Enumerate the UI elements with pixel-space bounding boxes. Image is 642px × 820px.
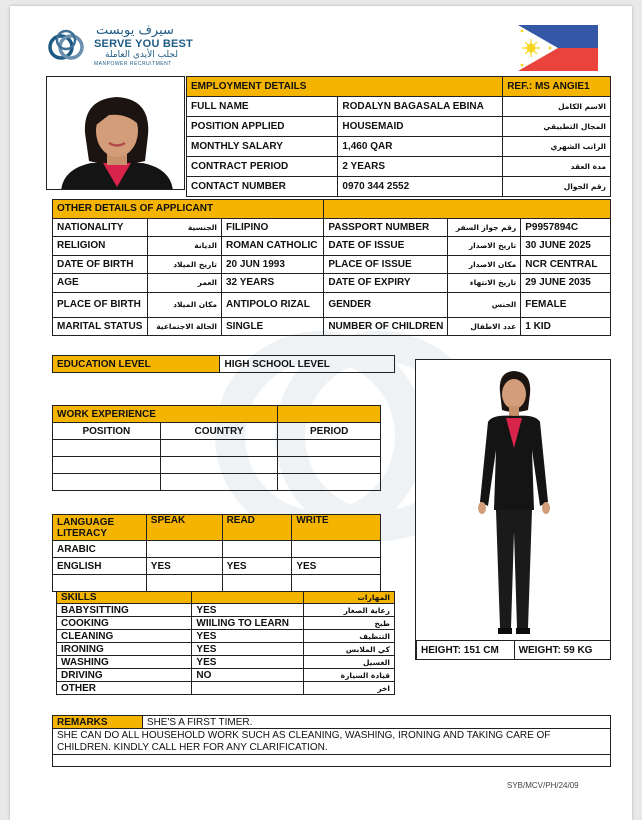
work-cell: [160, 440, 278, 457]
place-of-birth-arabic: مكان الميلاد: [148, 292, 222, 317]
employment-details-table: [186, 76, 611, 197]
table-row: [57, 682, 395, 695]
skill-cooking-arabic: طبخ: [304, 617, 395, 630]
cv-page: [10, 6, 632, 820]
english-read: YES: [222, 558, 292, 575]
work-cell: [278, 457, 381, 474]
contact-number-arabic: رقم الجوال: [503, 177, 611, 197]
contact-number-value: 0970 344 2552: [338, 177, 503, 197]
number-of-children-arabic: عدد الاطفال: [448, 317, 521, 336]
religion-label: RELIGION: [53, 237, 148, 256]
skill-washing-arabic: الغسيل: [304, 656, 395, 669]
skill-ironing-arabic: كي الملابس: [304, 643, 395, 656]
arabic-read: [222, 541, 292, 558]
height-value: HEIGHT: 151 CM: [417, 641, 515, 661]
contract-period-value: 2 YEARS: [338, 157, 503, 177]
document-code: SYB/MCV/PH/24/09: [507, 781, 579, 790]
applicant-headshot: [46, 76, 185, 190]
place-of-issue-value: NCR CENTRAL: [521, 255, 611, 274]
passport-number-value: P9957894C: [521, 218, 611, 237]
work-cell: [53, 457, 161, 474]
education-level-label: EDUCATION LEVEL: [53, 356, 220, 373]
table-row: [53, 457, 381, 474]
work-cell: [53, 440, 161, 457]
work-experience-header: WORK EXPERIENCE: [53, 406, 278, 423]
monthly-salary-label: MONTHLY SALARY: [187, 137, 338, 157]
skill-other: OTHER: [57, 682, 192, 695]
skill-washing-value: YES: [192, 656, 304, 669]
contract-period-arabic: مدة العقد: [503, 157, 611, 177]
religion-arabic: الديانة: [148, 237, 222, 256]
skill-cleaning-value: YES: [192, 630, 304, 643]
english-write: YES: [292, 558, 381, 575]
date-of-expiry-label: DATE OF EXPIRY: [324, 274, 448, 293]
table-row: [53, 440, 381, 457]
table-row: [53, 541, 381, 558]
contact-number-label: CONTACT NUMBER: [187, 177, 338, 197]
measurements-table: [416, 640, 611, 660]
education-table: [52, 355, 395, 373]
logo-arabic-name: سيرف يوبست: [96, 23, 174, 38]
language-column-read: READ: [222, 515, 292, 541]
skill-washing: WASHING: [57, 656, 192, 669]
language-column-speak: SPEAK: [146, 515, 222, 541]
english-speak: YES: [146, 558, 222, 575]
monthly-salary-value: 1,460 QAR: [338, 137, 503, 157]
age-arabic: العمر: [148, 274, 222, 293]
skill-babysitting-arabic: رعاية الصغار: [304, 604, 395, 617]
language-blank-cell: [146, 575, 222, 592]
number-of-children-value: 1 KID: [521, 317, 611, 336]
skill-cleaning-arabic: التنظيف: [304, 630, 395, 643]
company-logo-icon: [46, 28, 86, 66]
skill-ironing: IRONING: [57, 643, 192, 656]
gender-label: GENDER: [324, 292, 448, 317]
number-of-children-label: NUMBER OF CHILDREN: [324, 317, 448, 336]
position-applied-arabic: المجال التطبيقي: [503, 117, 611, 137]
skill-ironing-value: YES: [192, 643, 304, 656]
logo-english-name: SERVE YOU BEST: [94, 38, 193, 50]
work-experience-header-fill: [278, 406, 381, 423]
skills-table: [56, 591, 395, 695]
skill-babysitting: BABYSITTING: [57, 604, 192, 617]
other-details-header-fill: [324, 200, 611, 219]
age-value: 32 YEARS: [222, 274, 324, 293]
remarks-text: SHE CAN DO ALL HOUSEHOLD WORK SUCH AS CLEANING, WASHING, IRONING AND TAKING CARE OF CHILDREN. KINDLY CALL HER FOR ANY CLARIFICATION.: [53, 729, 611, 755]
education-level-value: HIGH SCHOOL LEVEL: [220, 356, 395, 373]
skill-cooking-value: WIILING TO LEARN: [192, 617, 304, 630]
marital-status-arabic: الحالة الاجتماعية: [148, 317, 222, 336]
arabic-speak: [146, 541, 222, 558]
gender-value: FEMALE: [521, 292, 611, 317]
work-cell: [53, 474, 161, 491]
full-name-label: FULL NAME: [187, 97, 338, 117]
remarks-label: REMARKS: [53, 716, 143, 729]
work-cell: [278, 474, 381, 491]
other-details-table: [52, 199, 611, 336]
work-column-position: POSITION: [53, 423, 161, 440]
language-literacy-header: LANGUAGE LITERACY: [53, 515, 147, 541]
date-of-issue-value: 30 JUNE 2025: [521, 237, 611, 256]
table-row: [53, 575, 381, 592]
date-of-issue-arabic: تاريخ الاصدار: [448, 237, 521, 256]
table-row: [53, 558, 381, 575]
table-row: [57, 604, 395, 617]
language-blank-cell: [222, 575, 292, 592]
work-column-country: COUNTRY: [160, 423, 278, 440]
work-cell: [160, 457, 278, 474]
date-of-birth-label: DATE OF BIRTH: [53, 255, 148, 274]
nationality-label: NATIONALITY: [53, 218, 148, 237]
weight-value: WEIGHT: 59 KG: [514, 641, 611, 661]
remarks-first-line: SHE'S A FIRST TIMER.: [142, 716, 610, 729]
skill-babysitting-value: YES: [192, 604, 304, 617]
skill-driving: DRIVING: [57, 669, 192, 682]
contract-period-label: CONTRACT PERIOD: [187, 157, 338, 177]
gender-arabic: الجنس: [448, 292, 521, 317]
skill-cleaning: CLEANING: [57, 630, 192, 643]
language-english: ENGLISH: [53, 558, 147, 575]
table-row: [57, 630, 395, 643]
logo-arabic-subtitle: لجلب الأيدي العاملة: [105, 50, 178, 60]
position-applied-value: HOUSEMAID: [338, 117, 503, 137]
table-row: [57, 656, 395, 669]
arabic-write: [292, 541, 381, 558]
language-blank: [53, 575, 147, 592]
skill-cooking: COOKING: [57, 617, 192, 630]
skills-header: SKILLS: [57, 592, 192, 604]
age-label: AGE: [53, 274, 148, 293]
skills-header-fill: [192, 592, 304, 604]
table-row: [53, 474, 381, 491]
skills-header-arabic: المهارات: [304, 592, 395, 604]
reference-number: REF.: MS ANGIE1: [503, 77, 611, 97]
marital-status-label: MARITAL STATUS: [53, 317, 148, 336]
skill-other-value: [192, 682, 304, 695]
place-of-issue-arabic: مكان الاصدار: [448, 255, 521, 274]
place-of-issue-label: PLACE OF ISSUE: [324, 255, 448, 274]
logo-subtitle: MANPOWER RECRUITMENT: [94, 61, 172, 67]
date-of-expiry-arabic: تاريخ الانتهاء: [448, 274, 521, 293]
language-table: [52, 514, 381, 592]
nationality-arabic: الجنسية: [148, 218, 222, 237]
place-of-birth-label: PLACE OF BIRTH: [53, 292, 148, 317]
religion-value: ROMAN CATHOLIC: [222, 237, 324, 256]
language-blank-cell: [292, 575, 381, 592]
date-of-birth-arabic: تاريخ الميلاد: [148, 255, 222, 274]
remarks-blank-row: [53, 755, 611, 767]
monthly-salary-arabic: الراتب الشهري: [503, 137, 611, 157]
applicant-full-body-photo: [415, 359, 611, 660]
language-column-write: WRITE: [292, 515, 381, 541]
work-cell: [278, 440, 381, 457]
language-arabic: ARABIC: [53, 541, 147, 558]
table-row: [57, 669, 395, 682]
date-of-expiry-value: 29 JUNE 2035: [521, 274, 611, 293]
date-of-birth-value: 20 JUN 1993: [222, 255, 324, 274]
table-row: [57, 617, 395, 630]
position-applied-label: POSITION APPLIED: [187, 117, 338, 137]
remarks-table: [52, 715, 611, 767]
full-name-value: RODALYN BAGASALA EBINA: [338, 97, 503, 117]
skill-driving-arabic: قيادة السيارة: [304, 669, 395, 682]
work-experience-table: [52, 405, 381, 491]
place-of-birth-value: ANTIPOLO RIZAL: [222, 292, 324, 317]
nationality-value: FILIPINO: [222, 218, 324, 237]
date-of-issue-label: DATE OF ISSUE: [324, 237, 448, 256]
passport-number-arabic: رقم جواز السفر: [448, 218, 521, 237]
skill-other-arabic: اخر: [304, 682, 395, 695]
marital-status-value: SINGLE: [222, 317, 324, 336]
employment-details-header: EMPLOYMENT DETAILS: [187, 77, 503, 97]
table-row: [57, 643, 395, 656]
full-name-arabic: الاسم الكامل: [503, 97, 611, 117]
work-column-period: PERIOD: [278, 423, 381, 440]
other-details-header: OTHER DETAILS OF APPLICANT: [53, 200, 324, 219]
passport-number-label: PASSPORT NUMBER: [324, 218, 448, 237]
philippines-flag-icon: [518, 25, 598, 71]
work-cell: [160, 474, 278, 491]
skill-driving-value: NO: [192, 669, 304, 682]
